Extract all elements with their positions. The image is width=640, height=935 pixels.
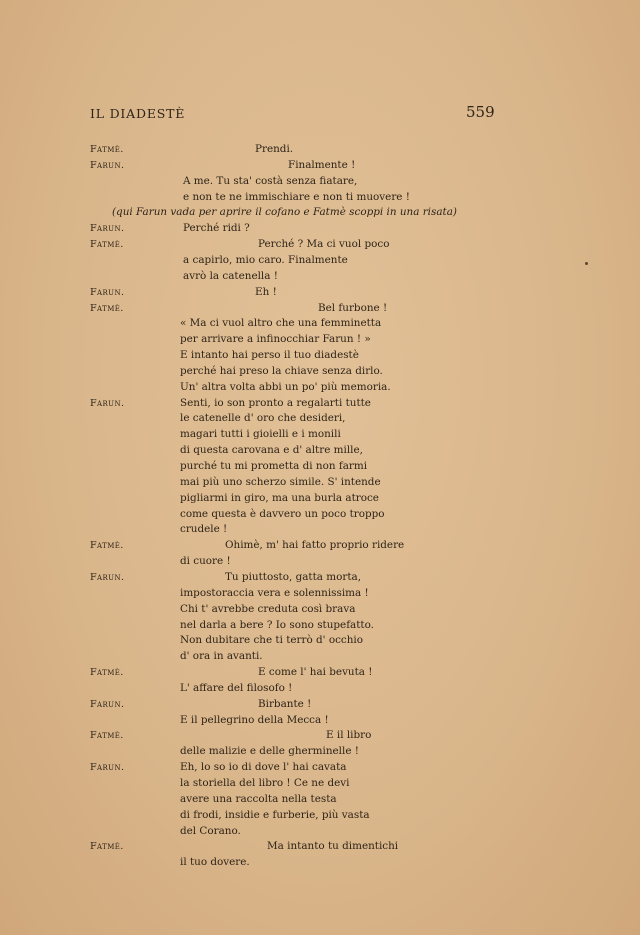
running-header-title: IL DIADESTÈ [90, 106, 186, 121]
dialogue-text: Birbante ! [258, 697, 312, 710]
text-line [0, 396, 640, 411]
dialogue-text: Eh ! [255, 285, 277, 298]
page-number: 559 [466, 103, 495, 121]
paper-speck [585, 262, 588, 265]
text-line [0, 570, 640, 585]
dialogue-text: purché tu mi prometta di non farmi [180, 460, 368, 472]
text-line [0, 174, 640, 189]
dialogue-text: perché hai preso la chiave senza dirlo. [180, 364, 383, 377]
dialogue-text: d' ora in avanti. [180, 650, 263, 663]
text-line [0, 205, 640, 220]
dialogue-text: del Corano. [180, 824, 241, 837]
dialogue-text: Ohimè, m' hai fatto proprio ridere [225, 539, 405, 552]
speaker-name: Fatmè. [90, 302, 124, 314]
text-line [0, 459, 640, 474]
dialogue-text: E il pellegrino della Mecca ! [180, 713, 329, 726]
text-line [0, 316, 640, 331]
text-line [0, 158, 640, 173]
speaker-name: Farun. [90, 159, 125, 171]
text-line [0, 285, 640, 300]
speaker-name: Farun. [90, 698, 125, 710]
dialogue-text: Un' altra volta abbi un po' più memoria. [180, 380, 391, 393]
dialogue-text: di frodi, insidie e furberie, più vasta [180, 808, 370, 821]
dialogue-text: E intanto hai perso il tuo diadestè [180, 349, 359, 362]
text-line [0, 697, 640, 712]
dialogue-text: Perché ? Ma ci vuol poco [258, 238, 390, 251]
text-line [0, 475, 640, 490]
dialogue-text: delle malizie e delle gherminelle ! [180, 745, 359, 758]
text-line [0, 348, 640, 363]
text-line [0, 427, 640, 442]
speaker-name: Fatmè. [90, 667, 124, 679]
dialogue-text: impostoraccia vera e solennissima ! [180, 586, 369, 599]
dialogue-text: L' affare del filosofo ! [180, 681, 293, 694]
text-line [0, 221, 640, 236]
text-line [0, 522, 640, 537]
dialogue-text: il tuo dovere. [180, 856, 250, 869]
speaker-name: Fatmè. [90, 540, 124, 552]
speaker-name: Fatmè. [90, 239, 124, 251]
dialogue-text: e non te ne immischiare e non ti muovere ! [183, 190, 410, 203]
dialogue-text: Eh, lo so io di dove l' hai cavata [180, 761, 347, 774]
speaker-name: Farun. [90, 571, 125, 583]
text-line [0, 824, 640, 839]
text-line [0, 633, 640, 648]
dialogue-text: « Ma ci vuol altro che una femminetta [180, 317, 382, 330]
text-line [0, 618, 640, 633]
text-line [0, 713, 640, 728]
dialogue-text: per arrivare a infinocchiar Farun ! » [180, 333, 371, 346]
text-line [0, 380, 640, 395]
speaker-name: Fatmè. [90, 841, 124, 853]
speaker-name: Farun. [90, 286, 125, 298]
text-line [0, 411, 640, 426]
dialogue-text: Bel furbone ! [318, 301, 388, 314]
dialogue-text: E il libro [326, 729, 372, 742]
text-line [0, 507, 640, 522]
dialogue-text: A me. Tu sta' costà senza fiatare, [183, 174, 358, 187]
dialogue-text: pigliarmi in giro, ma una burla atroce [180, 491, 379, 504]
dialogue-text: Tu piuttosto, gatta morta, [225, 570, 362, 583]
dialogue-text: le catenelle d' oro che desideri, [180, 412, 346, 425]
text-line [0, 237, 640, 252]
dialogue-text: Non dubitare che ti terrò d' occhio [180, 634, 364, 647]
dialogue-text: E come l' hai bevuta ! [258, 666, 373, 679]
text-line [0, 443, 640, 458]
text-line [0, 301, 640, 316]
text-line [0, 538, 640, 553]
text-line [0, 554, 640, 569]
text-line [0, 728, 640, 743]
dialogue-text: Perché ridi ? [183, 222, 250, 235]
dialogue-text: avere una raccolta nella testa [180, 792, 337, 805]
dialogue-text: magari tutti i gioielli e i monili [180, 428, 341, 441]
dialogue-text: come questa è davvero un poco troppo [180, 507, 385, 520]
speaker-name: Farun. [90, 397, 125, 409]
dialogue-text: Senti, io son pronto a regalarti tutte [180, 396, 371, 409]
stage-direction: (qui Farun vada per aprire il cofano e Fatmè scoppi in una risata) [112, 206, 457, 219]
dialogue-text: Chi t' avrebbe creduta così brava [180, 602, 356, 615]
text-line [0, 491, 640, 506]
dialogue-text: Finalmente ! [288, 158, 356, 171]
text-line [0, 776, 640, 791]
text-line [0, 808, 640, 823]
text-line [0, 269, 640, 284]
dialogue-text: avrò la catenella ! [183, 269, 278, 282]
text-line [0, 665, 640, 680]
text-line [0, 839, 640, 854]
text-line [0, 190, 640, 205]
dialogue-text: Ma intanto tu dimentichi [267, 840, 399, 853]
speaker-name: Farun. [90, 223, 125, 235]
text-line [0, 253, 640, 268]
dialogue-text: la storiella del libro ! Ce ne devi [180, 777, 350, 789]
text-line [0, 792, 640, 807]
dialogue-text: di cuore ! [180, 555, 231, 568]
dialogue-text: Prendi. [255, 143, 294, 155]
speaker-name: Fatmè. [90, 144, 124, 155]
text-line [0, 332, 640, 347]
text-line [0, 681, 640, 696]
dialogue-text: crudele ! [180, 523, 228, 536]
dialogue-text: di questa carovana e d' altre mille, [180, 444, 363, 457]
dialogue-text: nel darla a bere ? Io sono stupefatto. [180, 618, 374, 631]
text-line [0, 855, 640, 870]
dialogue-text: mai più uno scherzo simile. S' intende [180, 475, 381, 488]
text-line [0, 586, 640, 601]
speaker-name: Farun. [90, 762, 125, 774]
text-line [0, 760, 640, 775]
speaker-name: Fatmè. [90, 730, 124, 742]
text-line [0, 744, 640, 759]
dialogue-text: a capirlo, mio caro. Finalmente [183, 253, 348, 266]
text-line [0, 364, 640, 379]
text-line [0, 142, 640, 157]
text-line [0, 649, 640, 664]
text-line [0, 602, 640, 617]
